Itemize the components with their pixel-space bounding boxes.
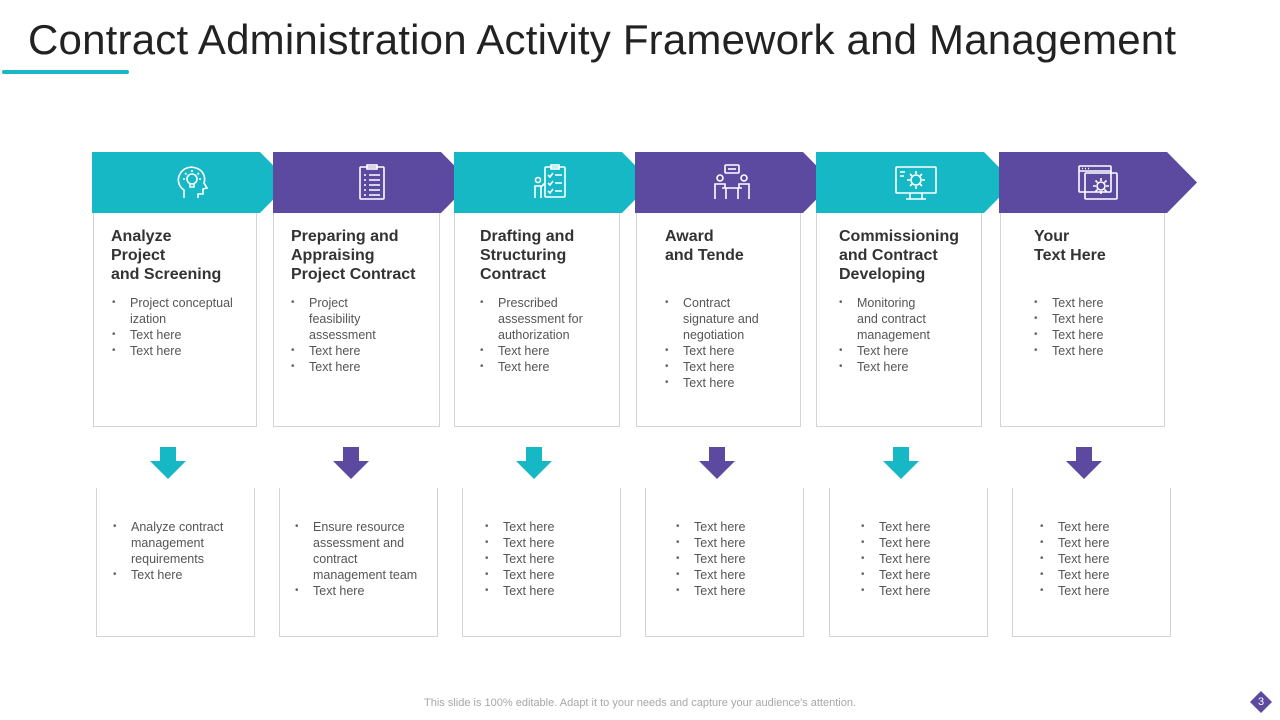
list-item: • Text here [861,535,985,551]
list-item: • Text here [485,519,615,535]
step-5-title: Commissioning and Contract Developing [839,228,960,283]
down-arrow-icon [699,447,735,484]
step-6-detail-bullets [1040,519,1168,599]
step-5-bullets [839,295,977,375]
list-item: • Text here [480,359,616,375]
list-item: • Text here [665,375,797,391]
down-arrow-icon [150,447,186,484]
step-4-detail-card [645,488,804,637]
step-5-detail-card [829,488,988,637]
list-item: • Text here [839,359,977,375]
step-1-detail-card [96,488,255,637]
step-1-chevron [92,152,292,213]
list-item: • Text here [485,567,615,583]
lightbulb-head-icon [172,162,212,202]
list-item: • Text here [676,583,800,599]
list-item: • Text here [861,519,985,535]
step-1-card [93,213,257,427]
list-item: • Text here [676,567,800,583]
list-item: • Text here [665,359,797,375]
down-arrow-icon [333,447,369,484]
list-item: • Text here [485,535,615,551]
list-item: • Text here [1040,519,1168,535]
list-item: • Contract signature and negotiation [665,295,797,343]
list-item: • Text here [295,583,437,599]
presenter-checklist-icon [531,162,571,202]
step-2-chevron [273,152,473,213]
slide-title: Contract Administration Activity Framework and Management [28,16,1177,63]
step-2-detail-bullets [295,519,437,599]
browser-gear-icon [1076,162,1116,202]
step-5-card [816,213,982,427]
title-underline [2,70,129,74]
list-item: • Text here [485,551,615,567]
list-item: • Monitoring and contract management [839,295,977,343]
list-item: • Project conceptual ization [112,295,252,327]
step-5-detail-bullets [861,519,985,599]
step-1-title: Analyze Project and Screening [111,228,222,283]
step-2-title: Preparing and Appraising Project Contract [291,228,416,283]
page-number-badge [1249,690,1273,714]
down-arrow-icon [1066,447,1102,484]
down-arrow-icon [516,447,552,484]
step-3-bullets [480,295,616,375]
list-item: • Text here [485,583,615,599]
meeting-table-icon [712,162,752,202]
list-item: • Text here [861,567,985,583]
step-3-chevron [454,152,654,213]
list-item: • Text here [480,343,616,359]
list-item: • Text here [113,567,251,583]
list-item: • Text here [1034,295,1160,311]
list-item: • Text here [1034,311,1160,327]
step-3-detail-bullets [485,519,615,599]
list-item: • Text here [861,583,985,599]
step-5-chevron [816,152,1016,213]
page-number: 3 [1257,696,1265,708]
list-item: • Text here [676,519,800,535]
list-item: • Text here [112,343,252,359]
list-item: • Text here [676,551,800,567]
list-item: • Text here [676,535,800,551]
step-3-detail-card [462,488,621,637]
monitor-gear-icon [893,162,933,202]
step-6-card [1000,213,1165,427]
step-4-card [636,213,801,427]
step-6-title: Your Text Here [1034,228,1106,264]
list-item: • Analyze contract management requirements [113,519,251,567]
footer-note: This slide is 100% editable. Adapt it to your needs and capture your audience's attention. [424,697,856,709]
step-4-chevron [635,152,835,213]
step-4-bullets [665,295,797,391]
step-3-card [454,213,620,427]
list-item: • Text here [1040,583,1168,599]
step-4-detail-bullets [676,519,800,599]
checklist-clipboard-icon [352,162,392,202]
list-item: • Text here [291,359,431,375]
step-1-bullets [112,295,252,359]
list-item: • Text here [1040,551,1168,567]
step-1-detail-bullets [113,519,251,583]
list-item: • Text here [112,327,252,343]
list-item: • Project feasibility assessment [291,295,431,343]
list-item: • Text here [665,343,797,359]
step-6-chevron [999,152,1199,213]
list-item: • Text here [1034,343,1160,359]
down-arrow-icon [883,447,919,484]
step-6-bullets [1034,295,1160,359]
list-item: • Text here [1040,567,1168,583]
list-item: • Text here [839,343,977,359]
list-item: • Prescribed assessment for authorization [480,295,616,343]
list-item: • Text here [291,343,431,359]
step-2-card [273,213,440,427]
step-2-bullets [291,295,431,375]
list-item: • Ensure resource assessment and contract management team [295,519,437,583]
list-item: • Text here [861,551,985,567]
list-item: • Text here [1040,535,1168,551]
list-item: • Text here [1034,327,1160,343]
step-3-title: Drafting and Structuring Contract [480,228,575,283]
step-2-detail-card [279,488,438,637]
step-6-detail-card [1012,488,1171,637]
step-4-title: Award and Tende [665,228,744,264]
